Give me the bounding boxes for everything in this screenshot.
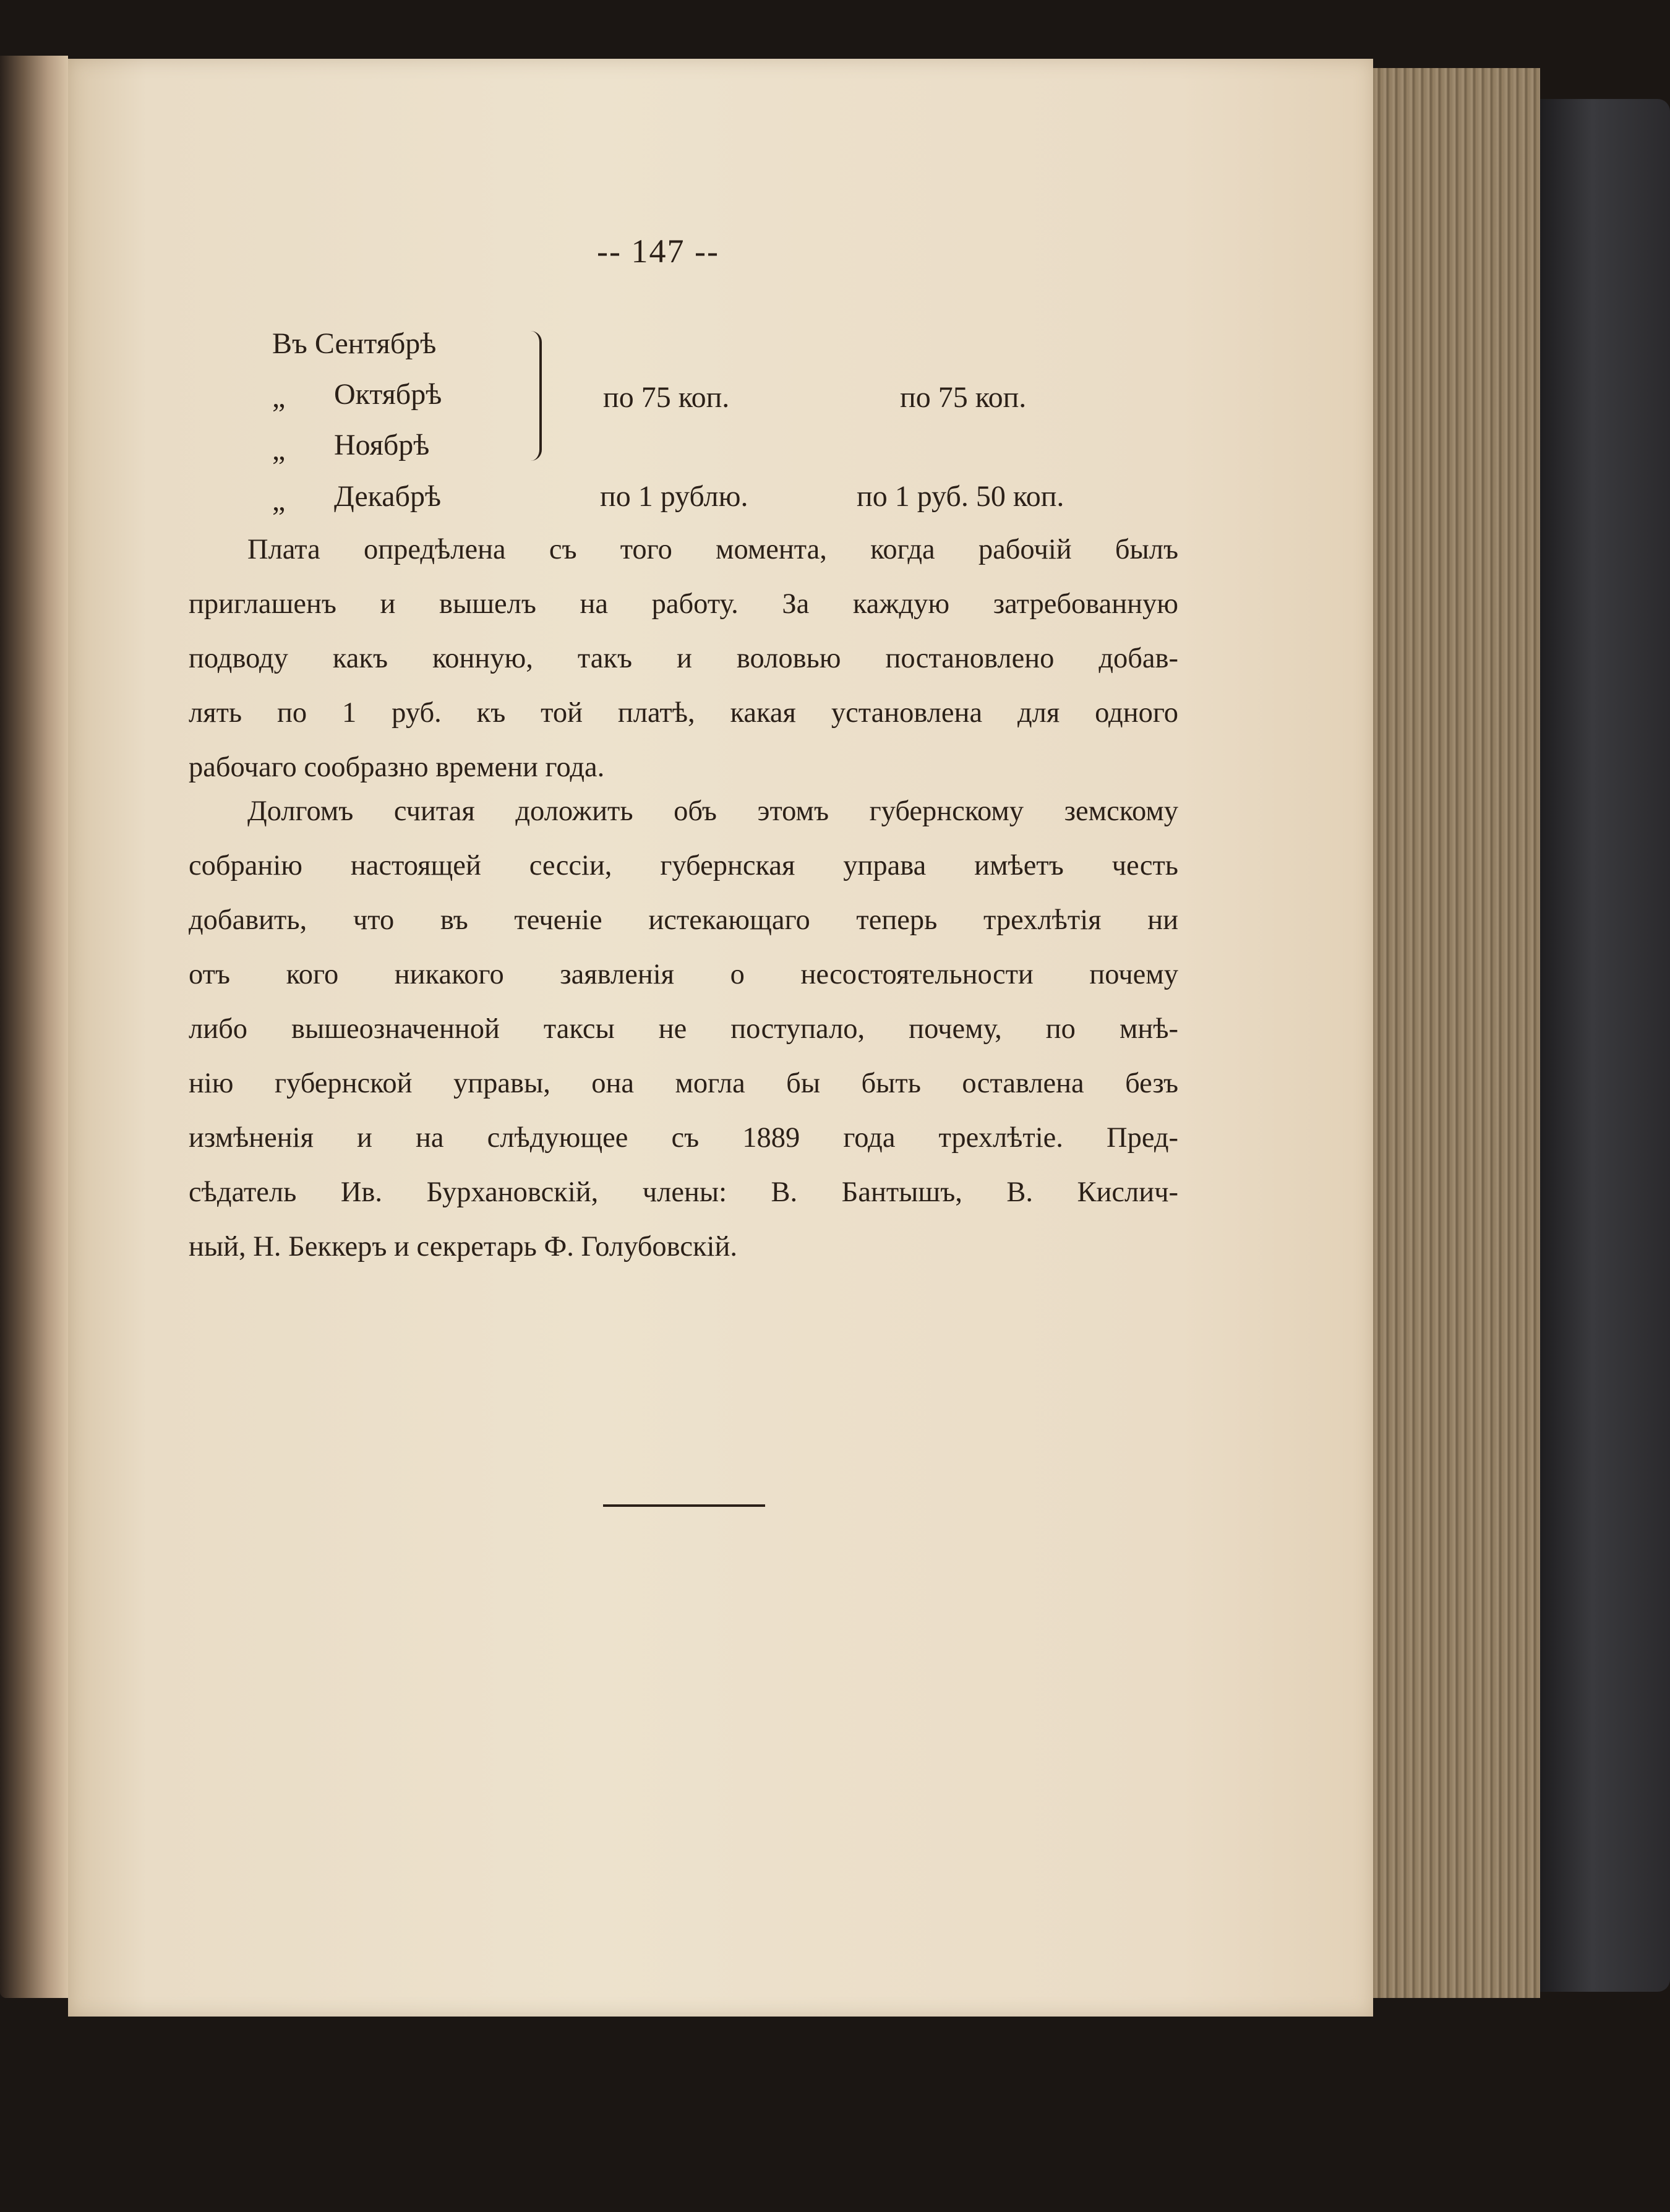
- ditto-mark: „: [272, 484, 286, 517]
- price-workers-autumn: по 75 коп.: [603, 381, 730, 414]
- text-line: рабочаго сообразно времени года.: [189, 752, 605, 783]
- month-october: Октябрѣ: [334, 378, 442, 411]
- text-line: лять по 1 руб. къ той платѣ, какая установлена для одного: [189, 697, 1178, 729]
- text-line: Долгомъ считая доложить объ этомъ губернскому земскому: [247, 795, 1178, 827]
- price-workers-december: по 1 рублю.: [600, 480, 748, 513]
- ditto-mark: „: [272, 434, 286, 466]
- text-line: измѣненія и на слѣдующее съ 1889 года трехлѣтіе. Пред-: [189, 1122, 1178, 1154]
- paragraph-2: [189, 784, 1178, 1274]
- month-september: Въ Сентябрѣ: [272, 327, 437, 360]
- month-november: Ноябрѣ: [334, 429, 430, 461]
- brace: [531, 331, 542, 461]
- text-line: подводу какъ конную, такъ и воловью постановлено добав-: [189, 643, 1178, 674]
- price-carts-autumn: по 75 коп.: [900, 381, 1027, 414]
- ditto-mark: „: [272, 381, 286, 414]
- text-line: приглашенъ и вышелъ на работу. За каждую затребованную: [189, 588, 1178, 620]
- text-line: Плата опредѣлена съ того момента, когда рабочій былъ: [247, 534, 1178, 565]
- price-carts-december: по 1 руб. 50 коп.: [857, 480, 1064, 513]
- text-line: отъ кого никакого заявленія о несостоятельности почему: [189, 959, 1178, 990]
- section-divider: [603, 1504, 765, 1507]
- month-december: Декабрѣ: [334, 480, 442, 513]
- text-line: либо вышеозначенной таксы не поступало, почему, по мнѣ-: [189, 1013, 1178, 1045]
- text-line: сѣдатель Ив. Бурхановскій, члены: В. Бантышъ, В. Кислич-: [189, 1177, 1178, 1208]
- page-number: -- 147 --: [597, 233, 719, 270]
- text-line: собранію настоящей сессіи, губернская управа имѣетъ честь: [189, 850, 1178, 881]
- text-line: добавить, что въ теченіе истекающаго теперь трехлѣтія ни: [189, 904, 1178, 936]
- paragraph-1: [189, 523, 1178, 795]
- text-line: нію губернской управы, она могла бы быть оставлена безъ: [189, 1068, 1178, 1099]
- page-block-edge: [1373, 68, 1540, 1998]
- text-line: ный, Н. Беккеръ и секретарь Ф. Голубовскій.: [189, 1231, 737, 1262]
- left-page-edge: [0, 56, 68, 1998]
- book-cover-board: [1540, 99, 1670, 1992]
